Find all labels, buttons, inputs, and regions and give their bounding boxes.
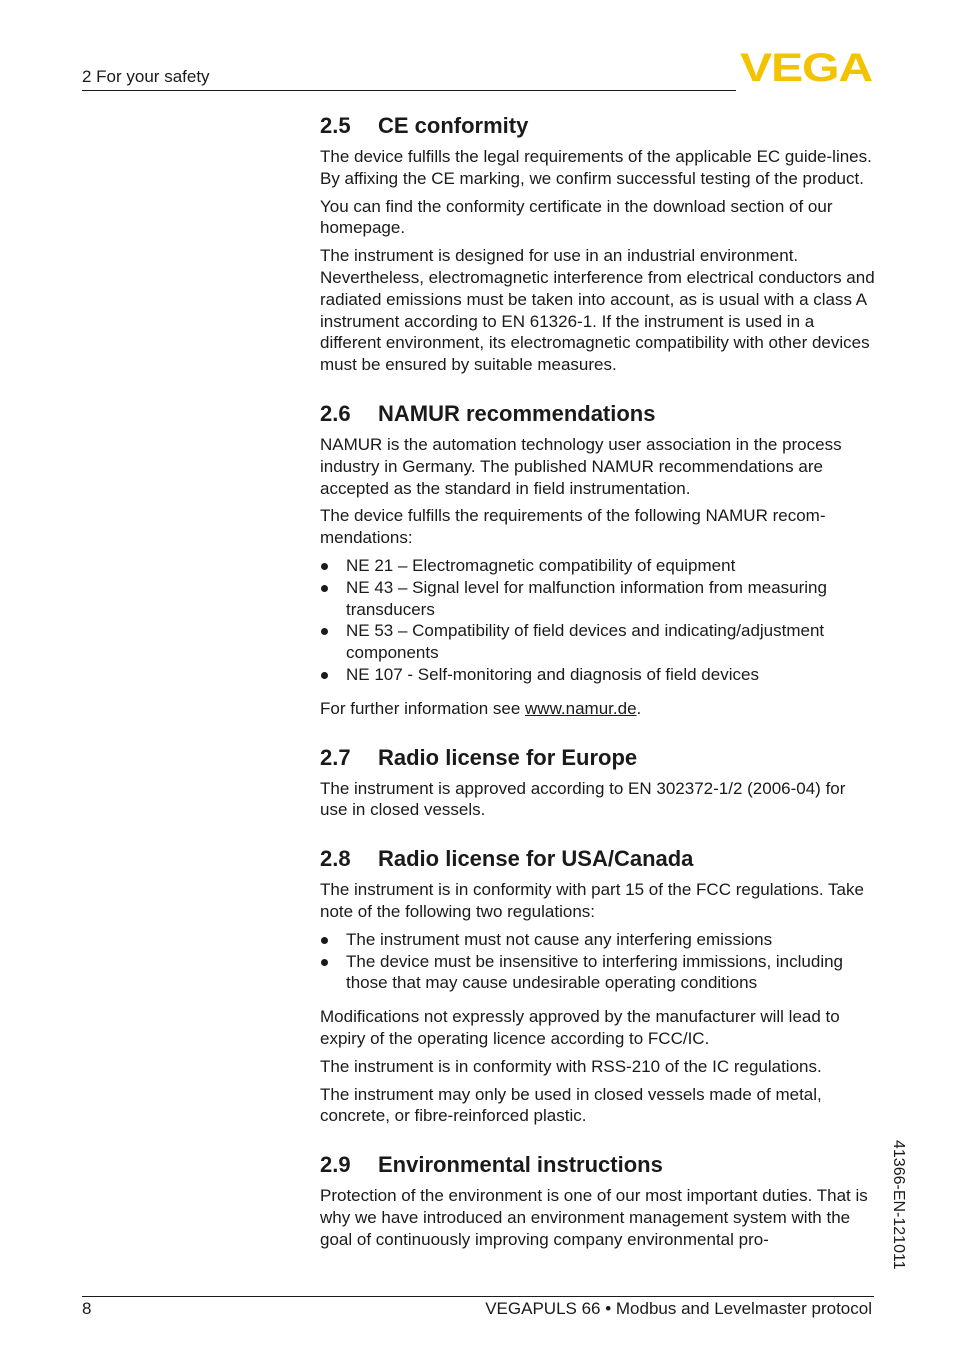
section-ce-conformity [320, 112, 876, 376]
list-item: NE 43 – Signal level for malfunction information from measuring transducers [320, 577, 876, 621]
logo-text: VEGA [740, 50, 872, 84]
document-code: 41366-EN-121011 [890, 1140, 907, 1270]
section-heading: 2.7 Radio license for Europe [320, 744, 638, 770]
section-radio-europe [320, 744, 876, 822]
section-radio-usa-canada [320, 845, 876, 1127]
main-content [320, 112, 876, 1274]
paragraph: The instrument is in conformity with RSS-210 of the IC regulations. [320, 1056, 822, 1076]
list-item: NE 53 – Compatibility of field devices and indicating/adjustment components [320, 620, 876, 664]
further-info: For further information see www.namur.de. [320, 698, 642, 718]
paragraph: The instrument is designed for use in an industrial environment. Nevertheless, electromagnetic interference from electrical conductors and radiated emissions must be taken into account, as is usual with a class A instrument according to EN 61326-1. If the instrument is used in a different environment, its electromagnetic compatibility with other devices must be ensured by suitable measures. [320, 246, 875, 375]
page-number: 8 [82, 1299, 92, 1318]
running-header: 2 For your safety [82, 67, 210, 86]
paragraph: The device fulfills the requirements of the following NAMUR recom-mendations: [320, 506, 826, 548]
paragraph: The device fulfills the legal requirements of the applicable EC guide-lines. By affixing the CE marking, we confirm successful testing of the product. [320, 147, 872, 188]
header-rule [82, 90, 736, 91]
fcc-list [320, 929, 876, 994]
namur-list [320, 555, 876, 686]
footer-rule [82, 1296, 874, 1297]
paragraph: The instrument is approved according to EN 302372-1/2 (2006-04) for use in closed vessels. [320, 778, 846, 820]
list-item: NE 21 – Electromagnetic compatibility of equipment [320, 555, 876, 577]
section-environmental [320, 1151, 876, 1250]
list-item: The device must be insensitive to interfering immissions, including those that may cause undesirable operating conditions [320, 951, 876, 995]
section-heading: 2.9 Environmental instructions [320, 1152, 663, 1178]
paragraph: NAMUR is the automation technology user association in the process industry in Germany. The published NAMUR recommendations are accepted as the standard in field instrumentation. [320, 434, 842, 498]
namur-link[interactable]: www.namur.de [525, 698, 637, 718]
paragraph: Modifications not expressly approved by the manufacturer will lead to expiry of the operating licence according to FCC/IC. [320, 1007, 840, 1048]
section-heading: 2.5 CE conformity [320, 113, 529, 138]
section-heading: 2.6 NAMUR recommendations [320, 400, 656, 426]
paragraph: You can find the conformity certificate in the download section of our homepage. [320, 196, 833, 238]
section-namur [320, 400, 876, 720]
paragraph: The instrument may only be used in closed vessels made of metal, concrete, or fibre-reinforced plastic. [320, 1084, 822, 1126]
vega-logo [740, 50, 872, 84]
footer-doc-title: VEGAPULS 66 • Modbus and Levelmaster protocol [485, 1299, 872, 1318]
paragraph: Protection of the environment is one of our most important duties. That is why we have introduced an environment management system with the goal of continuously improving company environmental pro- [320, 1186, 868, 1249]
section-heading: 2.8 Radio license for USA/Canada [320, 846, 694, 872]
paragraph: The instrument is in conformity with part 15 of the FCC regulations. Take note of the following two regulations: [320, 880, 864, 921]
list-item: NE 107 - Self-monitoring and diagnosis of field devices [320, 664, 876, 686]
list-item: The instrument must not cause any interfering emissions [320, 929, 876, 951]
